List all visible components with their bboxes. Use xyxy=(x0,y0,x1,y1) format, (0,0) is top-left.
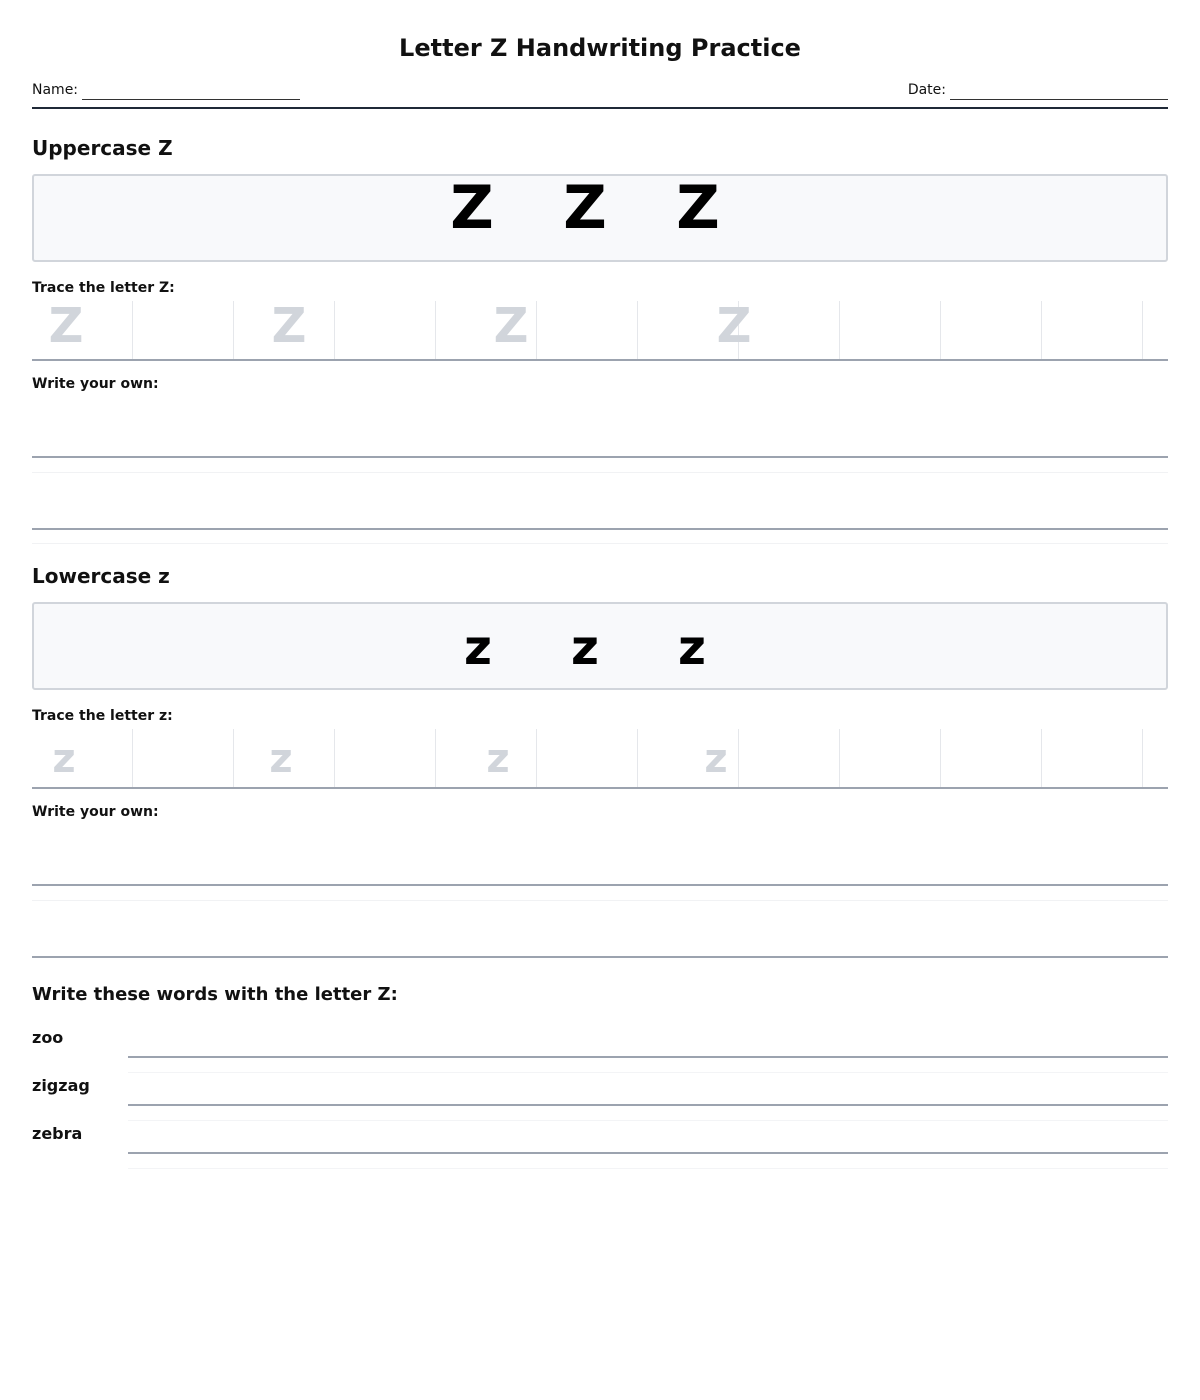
uppercase-model-letter: Z xyxy=(563,173,607,243)
trace-baseline xyxy=(32,359,1168,361)
lowercase-model-box xyxy=(32,602,1168,690)
guide-line xyxy=(128,1072,1168,1073)
trace-cell xyxy=(1042,301,1143,359)
trace-cell xyxy=(537,301,638,359)
uppercase-trace-label: Trace the letter Z: xyxy=(32,280,175,296)
guide-line xyxy=(32,472,1168,473)
lowercase-model-letter: z xyxy=(678,620,706,676)
lowercase-write-label: Write your own: xyxy=(32,804,159,820)
word-write-line[interactable] xyxy=(128,1056,1168,1058)
trace-cell xyxy=(739,729,840,787)
trace-cell xyxy=(335,301,436,359)
uppercase-trace-row[interactable] xyxy=(32,298,1168,361)
date-blank-line[interactable] xyxy=(950,83,1168,100)
trace-cell xyxy=(133,301,234,359)
lowercase-write-line[interactable] xyxy=(32,956,1168,958)
trace-cell xyxy=(739,301,840,359)
trace-cell xyxy=(32,729,133,787)
uppercase-trace-letter: Z xyxy=(493,298,529,354)
name-blank-line[interactable] xyxy=(82,83,300,100)
word-row xyxy=(32,1026,1168,1074)
worksheet-title: Letter Z Handwriting Practice xyxy=(399,34,801,62)
lowercase-trace-letter: z xyxy=(269,736,293,782)
uppercase-heading: Uppercase Z xyxy=(32,136,173,160)
lowercase-model-letter: z xyxy=(464,620,492,676)
uppercase-model-letter: Z xyxy=(676,173,720,243)
trace-cell xyxy=(941,301,1042,359)
uppercase-write-line[interactable] xyxy=(32,528,1168,530)
words-heading: Write these words with the letter Z: xyxy=(32,984,398,1005)
lowercase-trace-row[interactable] xyxy=(32,729,1168,789)
name-label: Name: xyxy=(32,82,79,98)
guide-line xyxy=(32,900,1168,901)
uppercase-write-line[interactable] xyxy=(32,456,1168,458)
date-label: Date: xyxy=(907,82,946,98)
lowercase-trace-letter: z xyxy=(704,736,728,782)
trace-cell xyxy=(537,729,638,787)
trace-cell xyxy=(840,729,941,787)
guide-line xyxy=(128,1168,1168,1169)
lowercase-trace-label: Trace the letter z: xyxy=(32,708,173,724)
guide-line xyxy=(128,1120,1168,1121)
word-write-line[interactable] xyxy=(128,1104,1168,1106)
guide-line xyxy=(32,543,1168,544)
trace-cell xyxy=(133,729,234,787)
lowercase-trace-letter: z xyxy=(486,736,510,782)
uppercase-trace-letter: Z xyxy=(48,298,84,354)
word-write-line[interactable] xyxy=(128,1152,1168,1154)
lowercase-heading: Lowercase z xyxy=(32,564,170,588)
header-divider xyxy=(32,107,1168,109)
uppercase-write-label: Write your own: xyxy=(32,376,159,392)
uppercase-trace-letter: Z xyxy=(271,298,307,354)
trace-cell xyxy=(840,301,941,359)
trace-cell xyxy=(941,729,1042,787)
trace-cell xyxy=(1042,729,1143,787)
name-field xyxy=(32,80,300,100)
lowercase-write-line[interactable] xyxy=(32,884,1168,886)
uppercase-model-box xyxy=(32,174,1168,262)
trace-baseline xyxy=(32,787,1168,789)
lowercase-trace-letter: z xyxy=(52,736,76,782)
word-row xyxy=(32,1074,1168,1122)
word-label: zebra xyxy=(32,1124,83,1143)
uppercase-trace-letter: Z xyxy=(716,298,752,354)
word-label: zigzag xyxy=(32,1076,90,1095)
word-row xyxy=(32,1122,1168,1170)
lowercase-model-letter: z xyxy=(571,620,599,676)
trace-cell xyxy=(335,729,436,787)
word-label: zoo xyxy=(32,1028,64,1047)
uppercase-model-letter: Z xyxy=(450,173,494,243)
date-field xyxy=(908,80,1168,100)
